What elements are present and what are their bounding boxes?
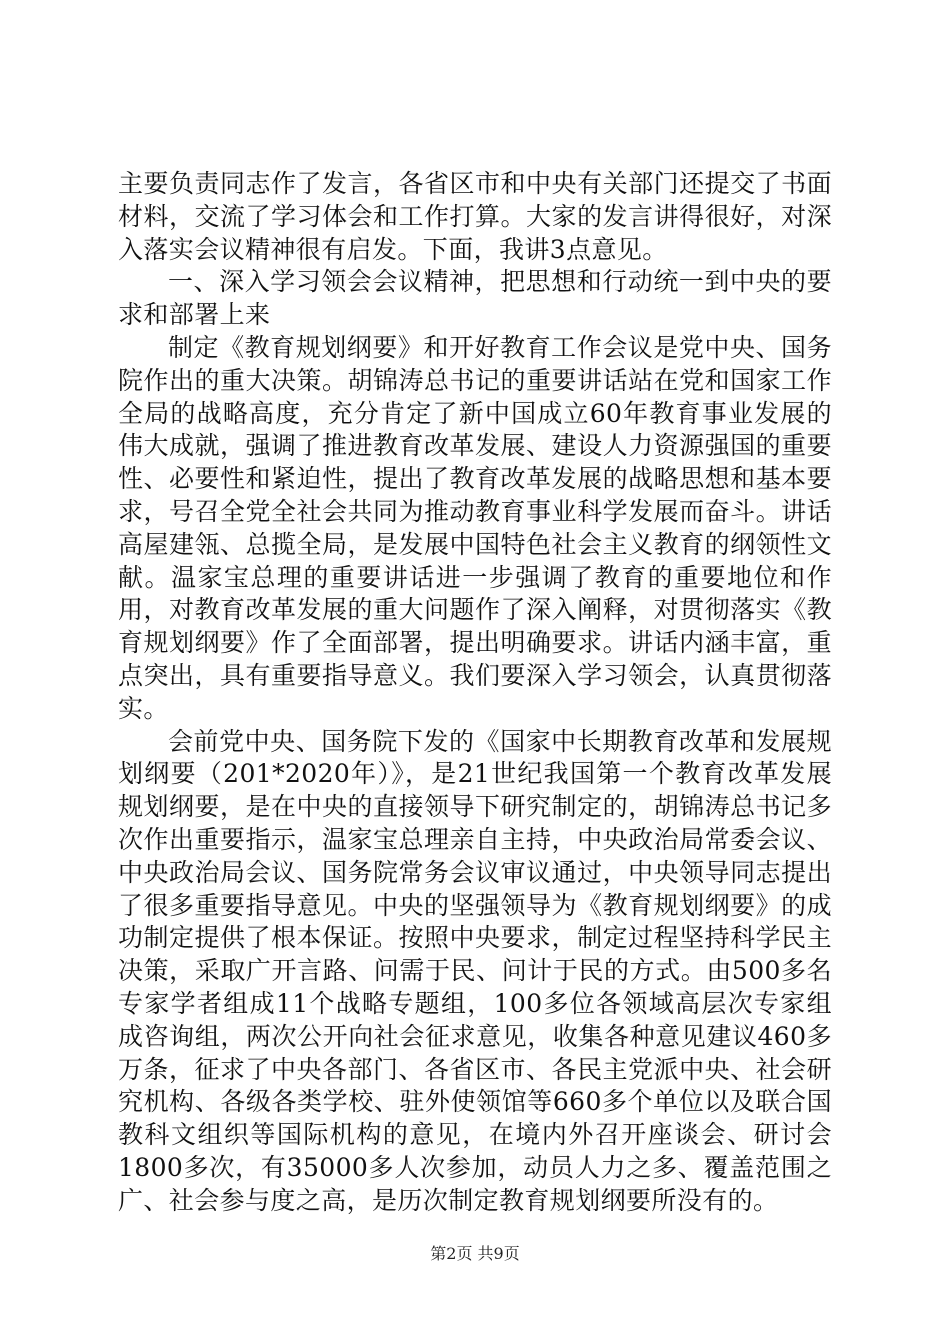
document-body (118, 168, 832, 1218)
paragraph-outline: 会前党中央、国务院下发的《国家中长期教育改革和发展规划纲要（201*2020年）》，是21世纪我国第一个教育改革发展规划纲要，是在中央的直接领导下研究制定的，胡锦涛总书记多次作出重要指示，温家宝总理亲自主持，中央政治局常委会议、中央政治局会议、国务院常务会议审议通过，中央领导同志提出了很多重要指导意见。中央的坚强领导为《教育规划纲要》的成功制定提供了根本保证。按照中央要求，制定过程坚持科学民主决策，采取广开言路、问需于民、问计于民的方式。由500多名专家学者组成11个战略专题组，100多位各领域高层次专家组成咨询组，两次公开向社会征求意见，收集各种意见建议460多万条，征求了中央各部门、各省区市、各民主党派中央、社会研究机构、各级各类学校、驻外使领馆等660多个单位以及联合国教科文组织等国际机构的意见，在境内外召开座谈会、研讨会1800多次，有35000多人次参加，动员人力之多、覆盖范围之广、社会参与度之高，是历次制定教育规划纲要所没有的。 (118, 726, 832, 1215)
page-number-footer: 第2页 共9页 (430, 1244, 520, 1263)
section-heading: 一、深入学习领会会议精神，把思想和行动统一到中央的要求和部署上来 (118, 267, 832, 330)
paragraph-intro: 主要负责同志作了发言，各省区市和中央有关部门还提交了书面材料，交流了学习体会和工作打算。大家的发言讲得很好，对深入落实会议精神很有启发。下面，我讲3点意见。 (118, 169, 832, 264)
paragraph-decision: 制定《教育规划纲要》和开好教育工作会议是党中央、国务院作出的重大决策。胡锦涛总书记的重要讲话站在党和国家工作全局的战略高度，充分肯定了新中国成立60年教育事业发展的伟大成就，强调了推进教育改革发展、建设人力资源强国的重要性、必要性和紧迫性，提出了教育改革发展的战略思想和基本要求，号召全党全社会共同为推动教育事业科学发展而奋斗。讲话高屋建瓴、总揽全局，是发展中国特色社会主义教育的纲领性文献。温家宝总理的重要讲话进一步强调了教育的重要地位和作用，对教育改革发展的重大问题作了深入阐释，对贯彻落实《教育规划纲要》作了全面部署，提出明确要求。讲话内涵丰富，重点突出，具有重要指导意义。我们要深入学习领会，认真贯彻落实。 (118, 332, 832, 723)
